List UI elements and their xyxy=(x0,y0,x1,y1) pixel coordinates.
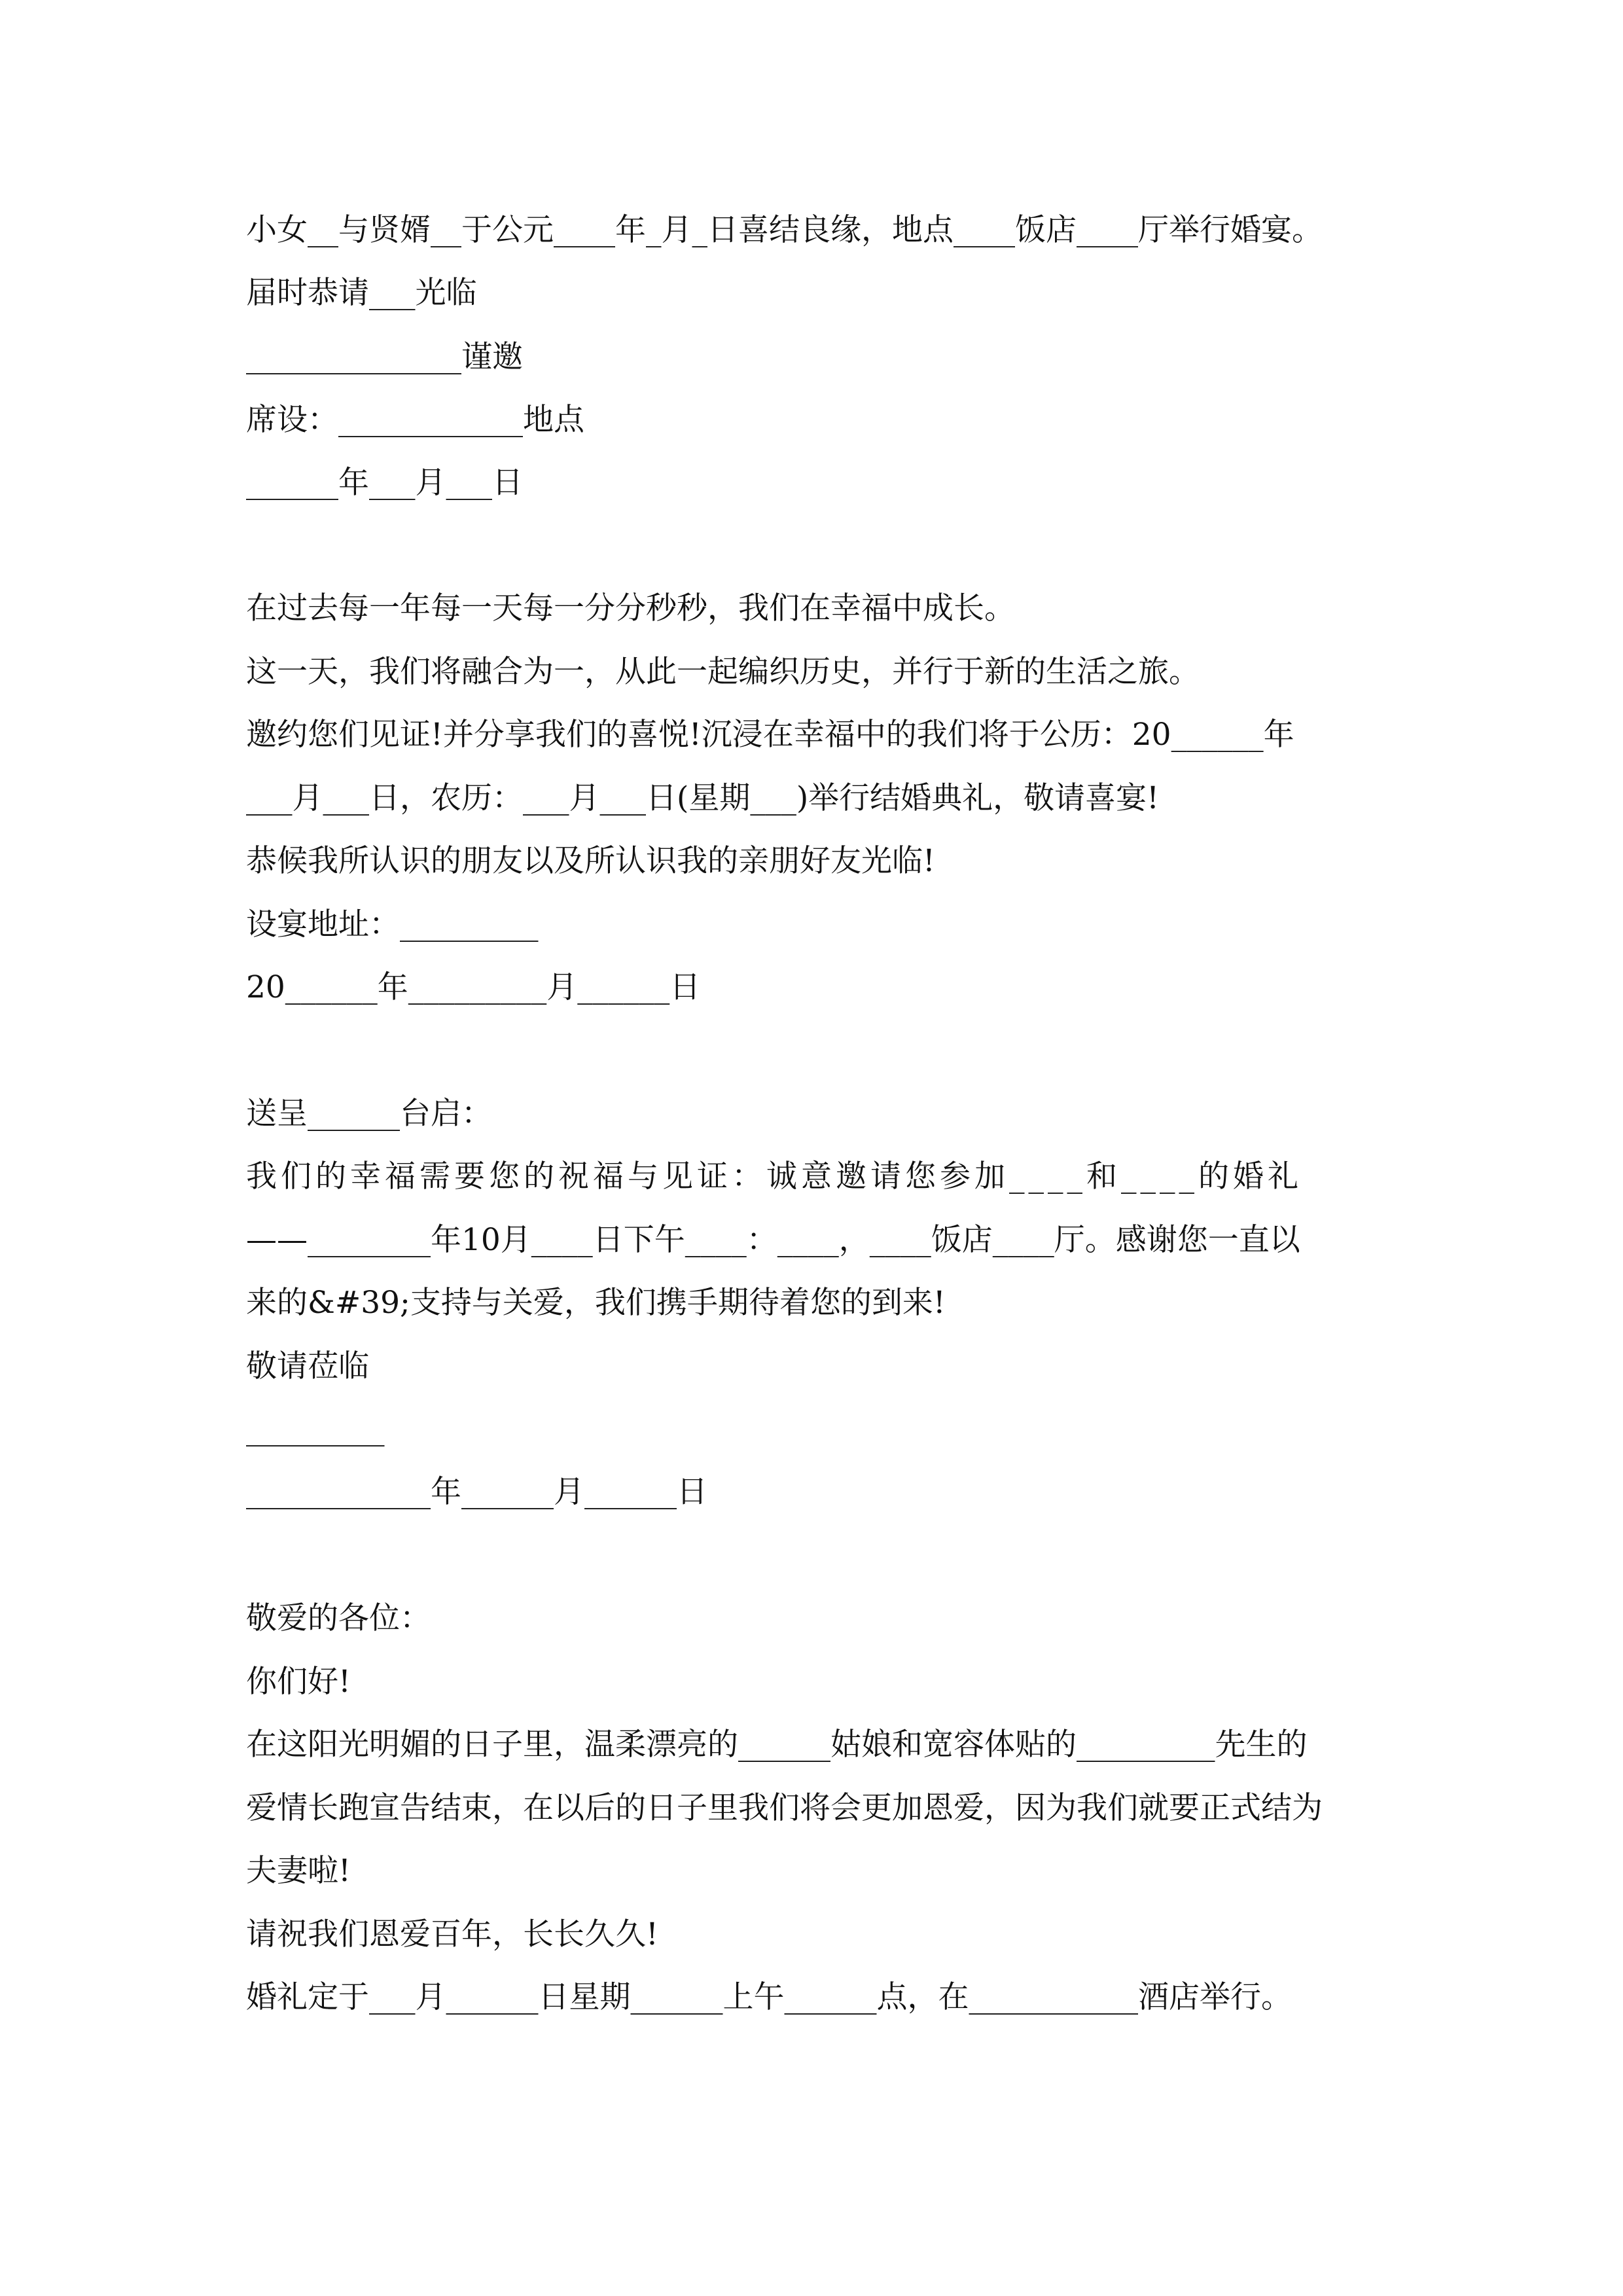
invitation4-line3: 在这阳光明媚的日子里，温柔漂亮的______姑娘和宽容体贴的_________先生的 xyxy=(246,1727,1308,1763)
invitation4-line6: 请祝我们恩爱百年，长长久久! xyxy=(246,1916,658,1952)
invitation1-line5: ______年___月___日 xyxy=(246,465,523,501)
invitation3-line6: _________ xyxy=(246,1411,385,1447)
invitation2-line7: 20______年_________月______日 xyxy=(246,969,701,1005)
invitation1-line2: 届时恭请___光临 xyxy=(246,275,477,311)
invitation2-line3: 邀约您们见证!并分享我们的喜悦!沉浸在幸福中的我们将于公历：20______年 xyxy=(246,717,1294,753)
invitation2-line5: 恭候我所认识的朋友以及所认识我的亲朋好友光临! xyxy=(246,843,935,879)
invitation3-line1: 送呈______台启： xyxy=(246,1096,492,1132)
invitation2-line1: 在过去每一年每一天每一分分秒秒，我们在幸福中成长。 xyxy=(246,590,1015,626)
invitation4-line1: 敬爱的各位： xyxy=(246,1600,431,1636)
invitation2-line6: 设宴地址：_________ xyxy=(246,906,539,942)
invitation3-line7: ____________年______月______日 xyxy=(246,1474,707,1510)
invitation4-line4: 爱情长跑宣告结束，在以后的日子里我们将会更加恩爱，因为我们就要正式结为 xyxy=(246,1790,1323,1826)
invitation1-line4: 席设：____________地点 xyxy=(246,402,584,438)
invitation4-line5: 夫妻啦! xyxy=(246,1853,351,1889)
invitation4-line7: 婚礼定于___月______日星期______上午______点，在___________酒店举行。 xyxy=(246,1979,1292,2015)
invitation2-line4: ___月___日，农历：___月___日(星期___)举行结婚典礼，敬请喜宴! xyxy=(246,780,1160,816)
invitation1-line3: ______________谨邀 xyxy=(246,339,523,375)
invitation2-line2: 这一天，我们将融合为一，从此一起编织历史，并行于新的生活之旅。 xyxy=(246,654,1200,690)
invitation1-line1: 小女__与贤婿__于公元____年_月_日喜结良缘，地点____饭店____厅举行婚宴。 xyxy=(246,212,1323,248)
invitation4-line2: 你们好! xyxy=(246,1664,351,1700)
invitation3-line2: 我们的幸福需要您的祝福与见证：诚意邀请您参加____和____的婚礼 xyxy=(246,1158,1302,1194)
invitation3-line4: 来的&#39;支持与关爱，我们携手期待着您的到来! xyxy=(246,1285,946,1321)
invitation3-line3: ——________年10月____日下午____：____，____饭店____厅。感谢您一直以 xyxy=(246,1222,1300,1258)
invitation3-line5: 敬请莅临 xyxy=(246,1348,369,1384)
